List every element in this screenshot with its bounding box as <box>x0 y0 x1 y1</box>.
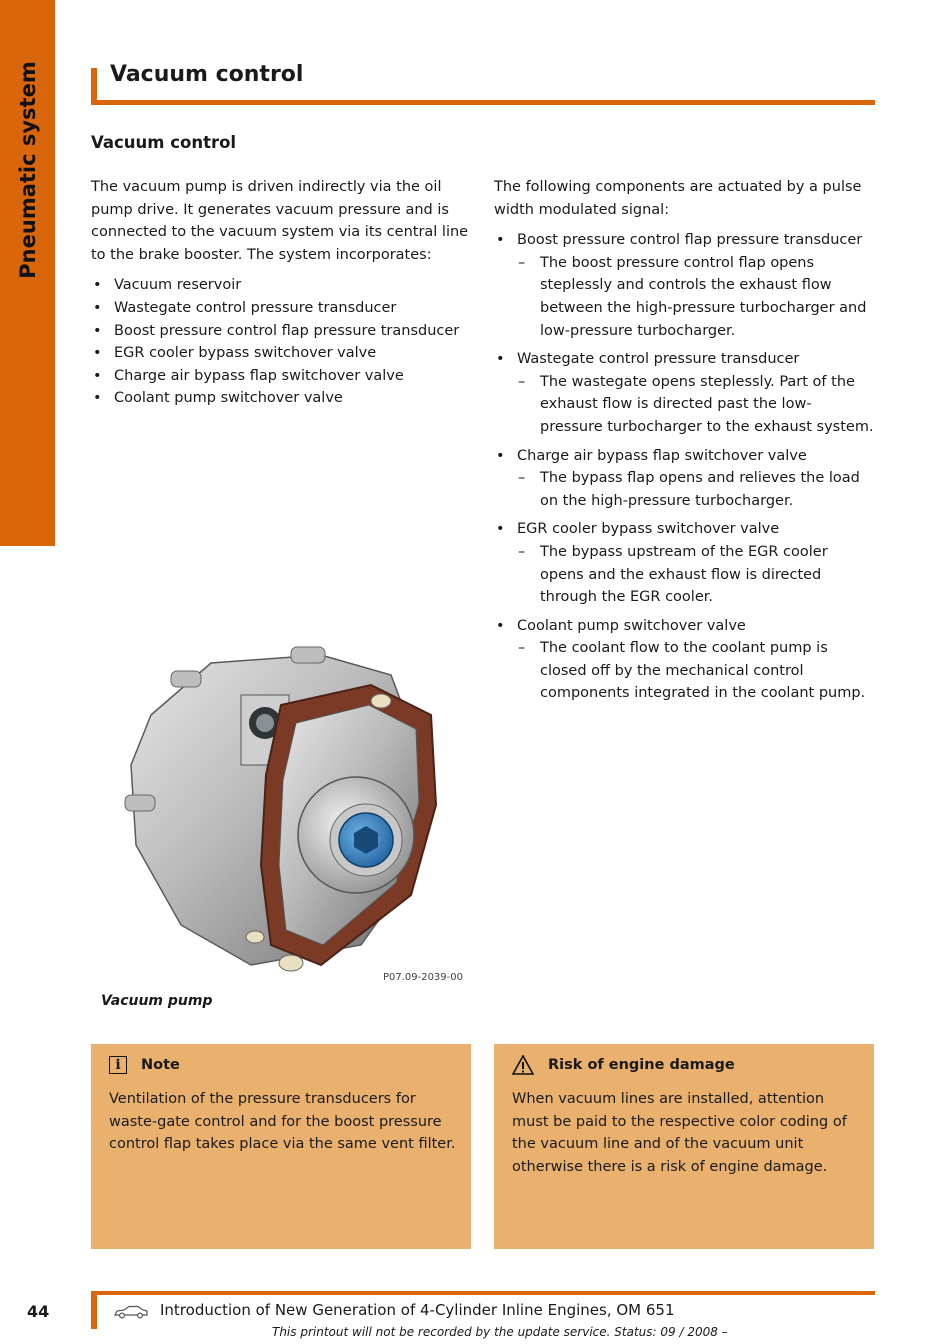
risk-text: When vacuum lines are installed, attention must be paid to the respective color coding of the vacuum line and of the vacuum unit otherwise there is a risk of engine damage. <box>512 1091 847 1175</box>
list-item: • Wastegate control pressure transducer <box>91 297 471 320</box>
left-column <box>91 176 471 410</box>
warning-icon <box>512 1055 534 1075</box>
page-number: 44 <box>27 1302 50 1321</box>
footer-status: This printout will not be recorded by the update service. Status: 09 / 2008 – <box>272 1325 728 1339</box>
note-title: Note <box>141 1057 180 1073</box>
list-item <box>494 348 874 438</box>
list-item-label: Wastegate control pressure transducer <box>517 351 800 368</box>
actuated-component-list <box>494 229 874 705</box>
list-item-detail: – The boost pressure control flap opens steplessly and controls the exhaust flow between the high-pressure turbocharger and low-pressure turbocharger. <box>517 252 874 342</box>
list-item: • Coolant pump switchover valve <box>91 387 471 410</box>
list-item: • EGR cooler bypass switchover valve <box>91 342 471 365</box>
list-item-label: Charge air bypass flap switchover valve <box>517 447 807 464</box>
list-item: • Vacuum reservoir <box>91 274 471 297</box>
list-item-detail: – The bypass upstream of the EGR cooler opens and the exhaust flow is directed through the EGR cooler. <box>517 541 874 609</box>
note-box-header <box>109 1054 180 1077</box>
risk-box <box>494 1044 874 1249</box>
component-list <box>91 274 471 410</box>
list-item-detail: – The wastegate opens steplessly. Part of the exhaust flow is directed past the low-pressure turbocharger to the exhaust system. <box>517 371 874 439</box>
right-column <box>494 176 874 711</box>
side-tab <box>0 0 55 546</box>
vacuum-pump-figure <box>91 645 471 987</box>
list-item <box>494 445 874 513</box>
header-rule <box>91 100 875 105</box>
section-title: Vacuum control <box>91 133 237 152</box>
right-intro: The following components are actuated by a pulse width modulated signal: <box>494 179 862 218</box>
header-accent-bar <box>91 68 97 104</box>
figure-caption: Vacuum pump <box>101 993 213 1009</box>
figure-code: P07.09-2039-00 <box>382 972 463 983</box>
list-item <box>494 615 874 705</box>
note-text: Ventilation of the pressure transducers for waste-gate control and for the boost pressure control flap takes place via the same vent filter. <box>109 1091 456 1153</box>
list-item: • Boost pressure control flap pressure transducer <box>91 320 471 343</box>
page-title: Vacuum control <box>110 62 304 87</box>
footer-title: Introduction of New Generation of 4-Cylinder Inline Engines, OM 651 <box>160 1301 675 1319</box>
footer-accent-bar <box>91 1291 97 1329</box>
car-icon <box>113 1305 149 1319</box>
risk-title: Risk of engine damage <box>548 1057 735 1073</box>
note-box <box>91 1044 471 1249</box>
list-item-detail: – The coolant flow to the coolant pump is closed off by the mechanical control components integrated in the coolant pump. <box>517 637 874 705</box>
list-item-label: EGR cooler bypass switchover valve <box>517 521 780 538</box>
vacuum-pump-illustration <box>91 645 471 987</box>
list-item-detail: – The bypass flap opens and relieves the load on the high-pressure turbocharger. <box>517 467 874 512</box>
list-item <box>494 229 874 342</box>
risk-box-header <box>512 1054 735 1077</box>
footer-rule <box>91 1291 875 1295</box>
left-intro: The vacuum pump is driven indirectly via the oil pump drive. It generates vacuum pressure and is connected to the vacuum system via its central line to the brake booster. The system incorporates: <box>91 179 469 263</box>
list-item <box>494 518 874 608</box>
side-tab-label: Pneumatic system <box>16 61 40 279</box>
info-icon: i <box>109 1056 127 1074</box>
list-item: • Charge air bypass flap switchover valve <box>91 365 471 388</box>
list-item-label: Boost pressure control flap pressure transducer <box>517 232 863 249</box>
list-item-label: Coolant pump switchover valve <box>517 617 746 634</box>
